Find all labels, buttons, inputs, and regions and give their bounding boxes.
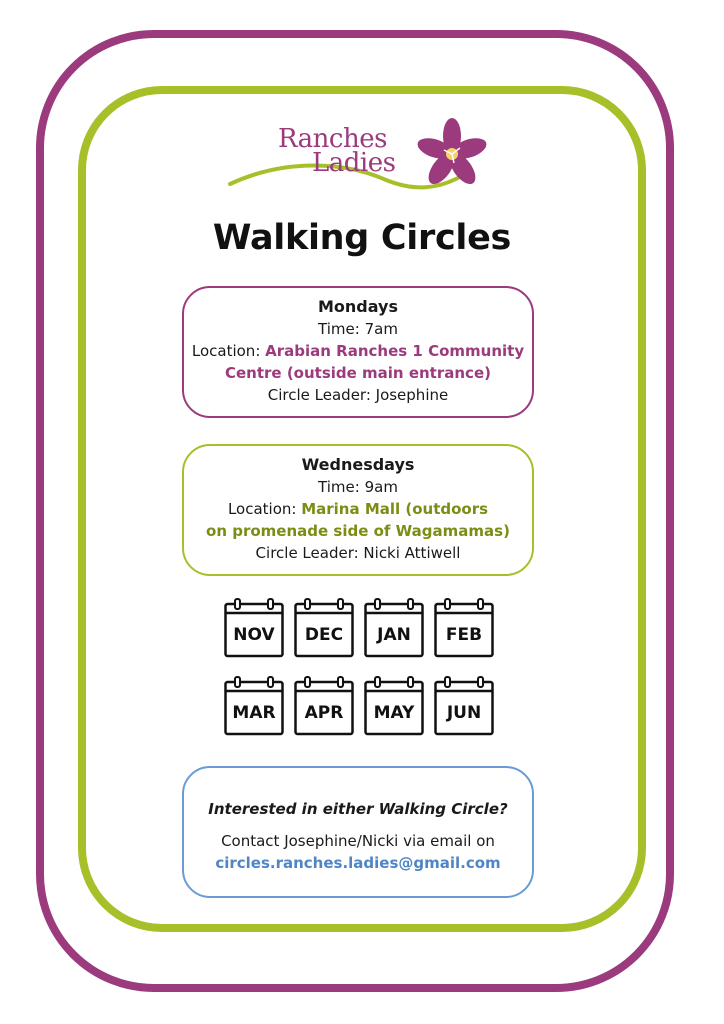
month-label: DEC	[304, 625, 344, 645]
calendar-month-nov	[224, 598, 284, 658]
contact-question: Interested in either Walking Circle?	[208, 800, 508, 818]
logo-text-ranches: Ranches	[278, 124, 387, 154]
ranches-ladies-logo	[226, 118, 496, 196]
wednesdays-time: Time: 9am	[318, 478, 398, 496]
month-label: NOV	[233, 625, 275, 645]
month-label: JAN	[377, 625, 411, 645]
wednesdays-card	[182, 444, 534, 576]
wednesdays-location-line2: on promenade side of Wagamamas)	[206, 522, 510, 540]
calendar-month-may	[364, 676, 424, 736]
month-label: JUN	[446, 703, 482, 723]
month-label: FEB	[445, 625, 483, 645]
calendar-month-jan	[364, 598, 424, 658]
mondays-location-line1: Arabian Ranches 1 Community	[265, 342, 525, 360]
mondays-heading: Mondays	[317, 297, 398, 316]
calendar-month-mar	[224, 676, 284, 736]
month-label: APR	[304, 703, 344, 723]
calendar-month-jun	[434, 676, 494, 736]
wednesdays-location	[184, 498, 532, 520]
months-calendar-grid	[224, 598, 496, 744]
page-title: Walking Circles	[212, 218, 512, 258]
wednesdays-location-line1: Marina Mall (outdoors	[301, 500, 489, 518]
month-label: MAR	[232, 703, 276, 723]
contact-line: Contact Josephine/Nicki via email on	[221, 832, 495, 850]
wednesdays-leader: Circle Leader: Nicki Attiwell	[255, 544, 461, 562]
flower-icon	[415, 118, 489, 188]
wednesdays-heading: Wednesdays	[301, 455, 415, 474]
wednesdays-location-label: Location:	[227, 500, 302, 518]
logo-text-ladies: Ladies	[312, 148, 396, 178]
mondays-leader: Circle Leader: Josephine	[267, 386, 449, 404]
month-label: MAY	[373, 703, 415, 723]
mondays-location	[184, 340, 532, 362]
mondays-location-label: Location:	[191, 342, 266, 360]
contact-card	[182, 766, 534, 898]
calendar-month-dec	[294, 598, 354, 658]
calendar-month-apr	[294, 676, 354, 736]
mondays-card	[182, 286, 534, 418]
contact-email[interactable]: circles.ranches.ladies@gmail.com	[215, 854, 501, 872]
calendar-month-feb	[434, 598, 494, 658]
mondays-time: Time: 7am	[318, 320, 398, 338]
mondays-location-line2: Centre (outside main entrance)	[225, 364, 491, 382]
